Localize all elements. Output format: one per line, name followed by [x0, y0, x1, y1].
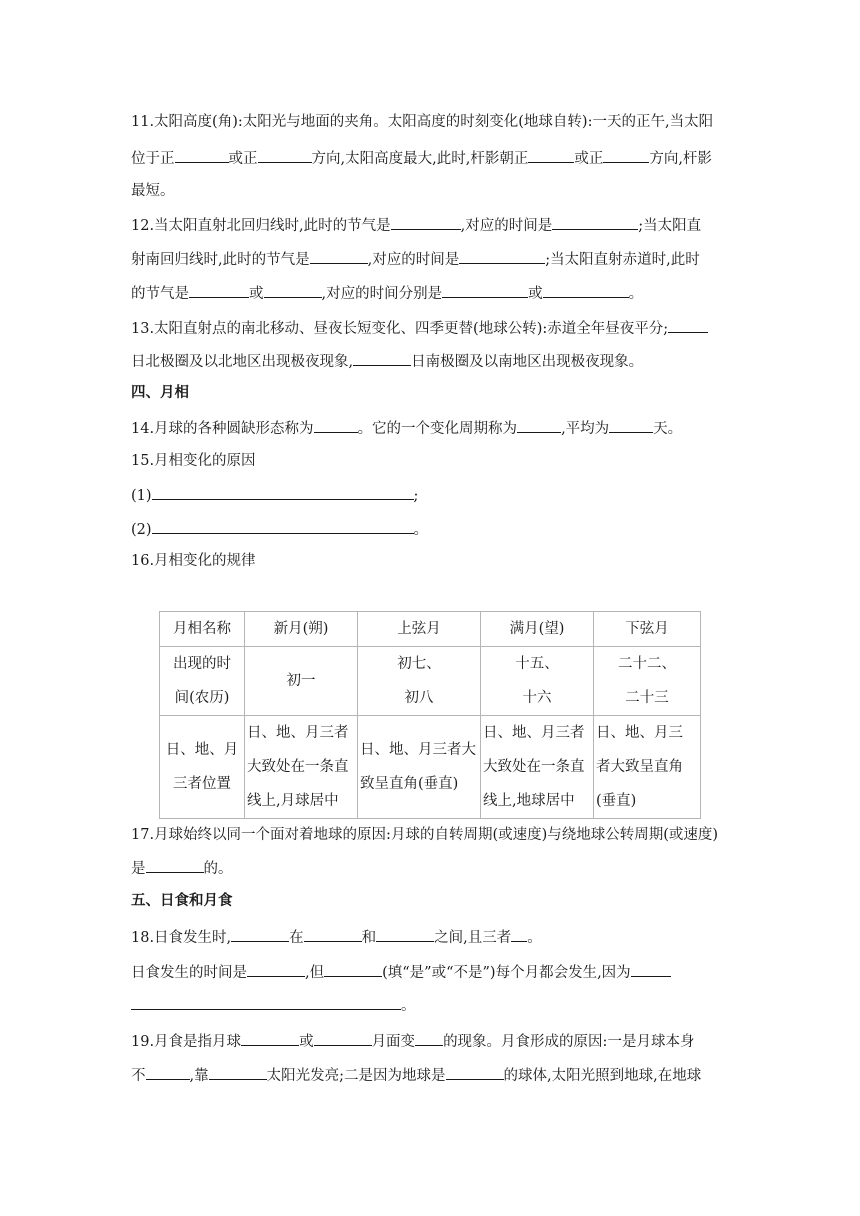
- q15-item-1: (1) ;: [131, 484, 418, 506]
- answer-blank[interactable]: [391, 214, 461, 230]
- table-cell: 日、地、月三 者大致呈直角 (垂直): [594, 716, 701, 819]
- answer-blank[interactable]: [442, 282, 528, 298]
- answer-blank[interactable]: [264, 282, 322, 298]
- answer-blank[interactable]: [314, 417, 358, 433]
- answer-blank[interactable]: [552, 214, 638, 230]
- answer-blank[interactable]: [353, 350, 411, 366]
- q14-line: 14.月球的各种圆缺形态称为 。它的一个变化周期称为 ,平均为 天。: [131, 417, 682, 439]
- section-heading-moon-phases: 四、月相: [131, 385, 189, 401]
- answer-blank[interactable]: [609, 417, 653, 433]
- q16-title: 16.月相变化的规律: [131, 553, 256, 569]
- q11-line-1: 11.太阳高度(角):太阳光与地面的夹角。太阳高度的时刻变化(地球自转):一天的正午,当太阳: [131, 114, 714, 130]
- table-header: 上弦月: [358, 612, 481, 647]
- answer-blank[interactable]: [152, 518, 414, 534]
- table-header-row: [160, 612, 701, 647]
- answer-blank[interactable]: [446, 1064, 504, 1080]
- table-row-time: [160, 647, 701, 716]
- answer-blank[interactable]: [209, 1064, 267, 1080]
- answer-blank[interactable]: [511, 926, 527, 942]
- q19-line-2: 不 ,靠 太阳光发亮;二是因为地球是 的球体,太阳光照到地球,在地球: [131, 1064, 701, 1086]
- answer-blank[interactable]: [175, 147, 229, 163]
- table-cell: 日、地、月三者大 致呈直角(垂直): [358, 716, 481, 819]
- answer-blank[interactable]: [258, 147, 312, 163]
- table-cell: 日、地、月三者 大致处在一条直 线上,地球居中: [481, 716, 594, 819]
- table-header: 满月(望): [481, 612, 594, 647]
- q18-line-2: 日食发生的时间是 ,但 (填“是”或“不是”)每个月都会发生,因为: [131, 961, 671, 983]
- answer-blank[interactable]: [543, 282, 629, 298]
- answer-blank[interactable]: [146, 1064, 190, 1080]
- answer-blank[interactable]: [517, 417, 561, 433]
- table-row-label: 日、地、月 三者位置: [160, 716, 245, 819]
- q18-line-3: 。: [131, 994, 416, 1016]
- answer-blank[interactable]: [631, 961, 671, 977]
- table-cell: 初一: [245, 647, 358, 716]
- answer-blank[interactable]: [131, 994, 401, 1010]
- q13-line-2: 日北极圈及以北地区出现极夜现象, 日南极圈及以南地区出现极夜现象。: [131, 350, 643, 372]
- answer-blank[interactable]: [304, 926, 362, 942]
- q19-line-1: 19.月食是指月球 或 月面变 的现象。月食形成的原因:一是月球本身: [131, 1030, 694, 1052]
- table-header: 月相名称: [160, 612, 245, 647]
- table-cell: 日、地、月三者 大致处在一条直 线上,月球居中: [245, 716, 358, 819]
- answer-blank[interactable]: [459, 248, 545, 264]
- q13-line-1: 13.太阳直射点的南北移动、昼夜长短变化、四季更替(地球公转):赤道全年昼夜平分;: [131, 317, 708, 339]
- q11-line-3: 最短。: [131, 183, 175, 199]
- section-heading-eclipses: 五、日食和月食: [131, 893, 233, 909]
- answer-blank[interactable]: [231, 926, 289, 942]
- answer-blank[interactable]: [146, 857, 204, 873]
- table-header: 下弦月: [594, 612, 701, 647]
- q11-line-2: 位于正 或正 方向,太阳高度最大,此时,杆影朝正 或正 方向,杆影: [131, 147, 712, 169]
- answer-blank[interactable]: [415, 1030, 443, 1046]
- q17-line-1: 17.月球始终以同一个面对着地球的原因:月球的自转周期(或速度)与绕地球公转周期(或速度): [131, 827, 719, 843]
- q15-item-2: (2) 。: [131, 518, 428, 540]
- table-cell: 初七、 初八: [358, 647, 481, 716]
- answer-blank[interactable]: [152, 484, 414, 500]
- answer-blank[interactable]: [603, 147, 649, 163]
- answer-blank[interactable]: [528, 147, 574, 163]
- table-row-label: 出现的时 间(农历): [160, 647, 245, 716]
- answer-blank[interactable]: [376, 926, 434, 942]
- q18-line-1: 18.日食发生时, 在 和 之间,且三者 。: [131, 926, 542, 948]
- q17-line-2: 是 的。: [131, 857, 233, 879]
- answer-blank[interactable]: [314, 1030, 372, 1046]
- answer-blank[interactable]: [247, 961, 305, 977]
- answer-blank[interactable]: [241, 1030, 299, 1046]
- q12-line-1: 12.当太阳直射北回归线时,此时的节气是 ,对应的时间是 ;当太阳直: [131, 214, 701, 236]
- table-cell: 十五、 十六: [481, 647, 594, 716]
- table-cell: 二十二、 二十三: [594, 647, 701, 716]
- answer-blank[interactable]: [310, 248, 368, 264]
- q15-title: 15.月相变化的原因: [131, 453, 256, 469]
- table-header: 新月(朔): [245, 612, 358, 647]
- answer-blank[interactable]: [668, 317, 708, 333]
- answer-blank[interactable]: [189, 282, 249, 298]
- answer-blank[interactable]: [324, 961, 382, 977]
- q12-line-3: 的节气是 或 ,对应的时间分别是 或 。: [131, 282, 643, 304]
- table-row-position: [160, 716, 701, 819]
- q12-line-2: 射南回归线时,此时的节气是 ,对应的时间是 ;当太阳直射赤道时,此时: [131, 248, 700, 270]
- moon-phase-table: [159, 611, 701, 819]
